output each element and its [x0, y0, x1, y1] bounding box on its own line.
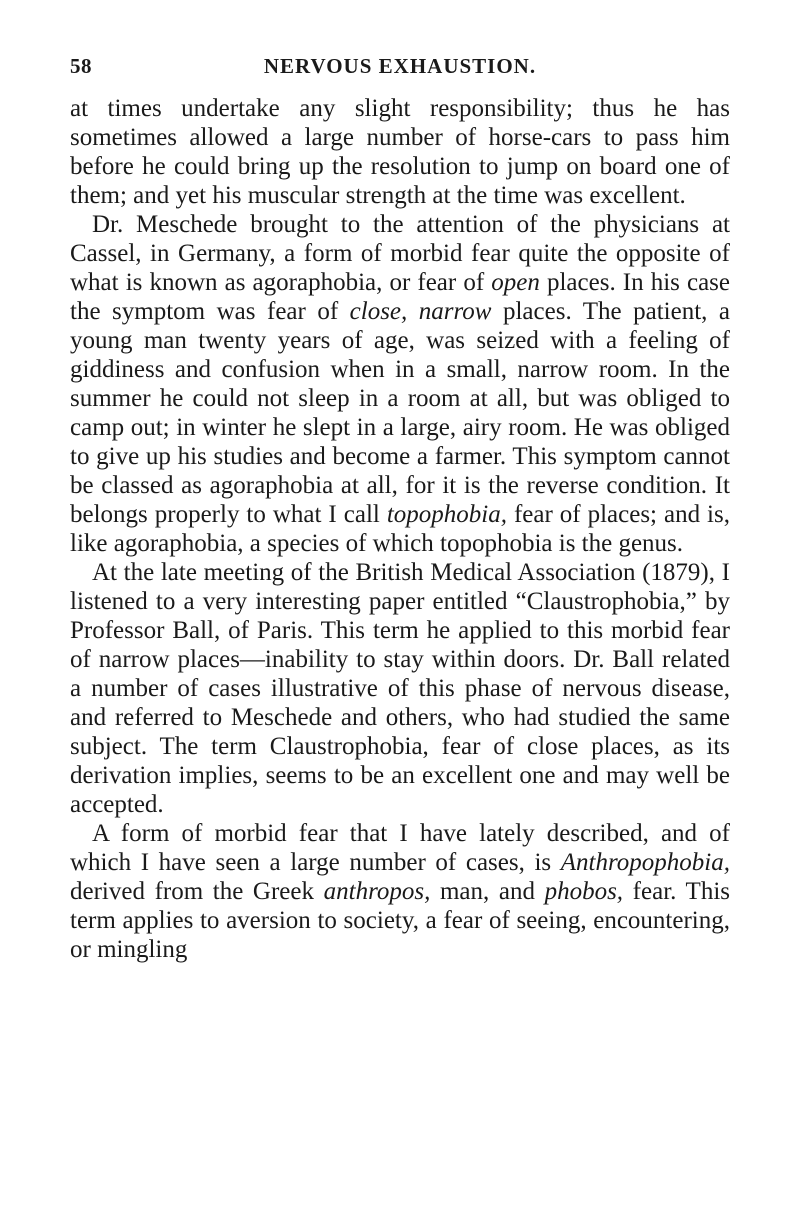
running-head	[70, 54, 730, 84]
text-run: fear of places; and is, like agoraphobia, a species of which topophobia is the genus.	[70, 501, 730, 557]
text-run: at times undertake any slight responsibility; thus he has sometimes allowed a large number of horse-cars to pass him before he could bring up the resolution to jump on board one of them; and yet his muscular strength at the time was excellent.	[70, 95, 730, 209]
paragraph	[70, 558, 730, 819]
italic-text: topophobia,	[386, 501, 507, 528]
text-run: places. In his case the symptom was fear of	[70, 269, 731, 325]
italic-text: phobos,	[544, 878, 624, 905]
paragraph	[70, 210, 730, 558]
body-text	[70, 94, 730, 964]
text-run: man, and	[430, 878, 545, 905]
italic-text: anthropos,	[323, 878, 431, 905]
italic-text: close, narrow	[349, 298, 492, 325]
text-run: fear. This term applies to aversion to society, a fear of seeing, encountering, or mingling	[70, 878, 730, 963]
text-run: A form of morbid fear that I have lately described, and of which I have seen a large number of cases, is	[70, 820, 730, 876]
running-title: NERVOUS EXHAUSTION.	[263, 54, 537, 78]
page-number: 58	[70, 54, 92, 78]
italic-text: open	[491, 269, 540, 296]
text-run: derived from the Greek	[70, 878, 324, 905]
paragraph	[70, 819, 730, 964]
paragraph	[70, 94, 730, 210]
text-run: At the late meeting of the British Medical Association (1879), I listened to a very interesting paper entitled “Claustrophobia,” by Professor Ball, of Paris. This term he applied to this morbid fear of narrow places—inability to stay within doors. Dr. Ball related a number of cases illustrative of this phase of nervous disease, and referred to Meschede and others, who had studied the same subject. The term Claustrophobia, fear of close places, as its derivation implies, seems to be an excellent one and may well be accepted.	[70, 559, 730, 818]
text-run: places. The patient, a young man twenty years of age, was seized with a feeling of giddiness and confusion when in a small, narrow room. In the summer he could not sleep in a room at all, but was obliged to camp out; in winter he slept in a large, airy room. He was obliged to give up his studies and become a farmer. This symptom cannot be classed as agoraphobia at all, for it is the reverse condition. It belongs properly to what I call	[70, 298, 730, 528]
text-run: Dr. Meschede brought to the attention of the physicians at Cassel, in Germany, a form of morbid fear quite the opposite of what is known as agoraphobia, or fear of	[70, 211, 730, 296]
italic-text: Anthropophobia,	[560, 849, 730, 876]
